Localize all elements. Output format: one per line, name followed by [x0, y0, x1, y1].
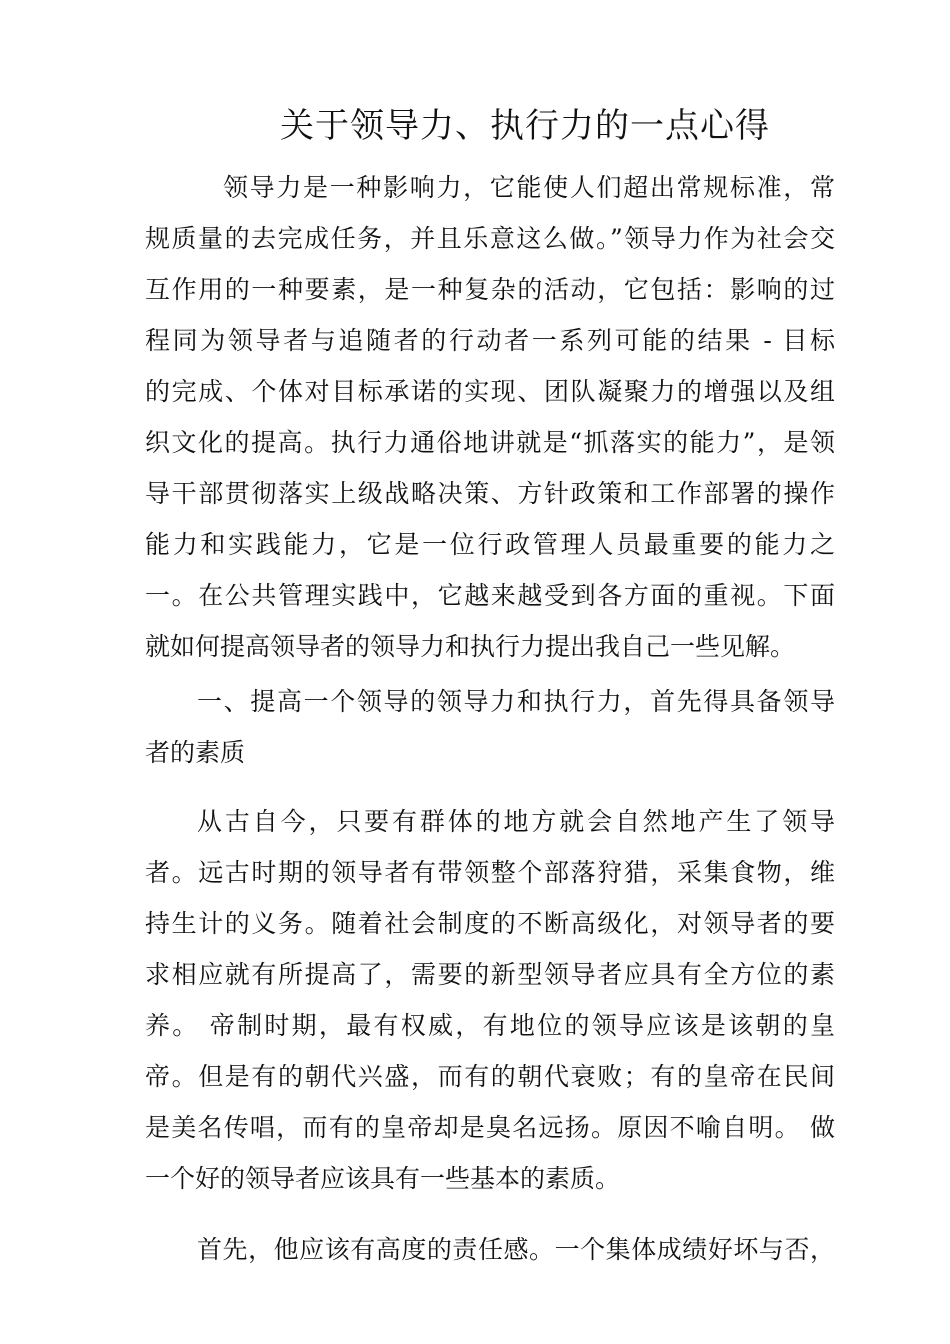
paragraph-line: 养。 帝制时期，最有权威，有地位的领导应该是该朝的皇: [145, 1011, 835, 1040]
paragraph-line: 帝。但是有的朝代兴盛，而有的朝代衰败；有的皇帝在民间: [145, 1062, 835, 1091]
paragraph-line: 持生计的义务。随着社会制度的不断高级化，对领导者的要: [145, 909, 835, 938]
document-body: [145, 162, 835, 1275]
paragraph-line: 一个好的领导者应该具有一些基本的素质。: [145, 1164, 621, 1193]
paragraph-line: 导干部贯彻落实上级战略决策、方针政策和工作部署的操作: [145, 479, 835, 508]
paragraph-line: 织文化的提高。执行力通俗地讲就是“抓落实的能力”，是领: [145, 428, 835, 457]
document-title: 关于领导力、执行力的一点心得: [280, 106, 770, 146]
paragraph-line: 一。在公共管理实践中，它越来越受到各方面的重视。下面: [145, 581, 835, 610]
paragraph-line: 是美名传唱，而有的皇帝却是臭名远扬。原因不喻自明。 做: [145, 1113, 835, 1142]
paragraph-line: 首先，他应该有高度的责任感。一个集体成绩好坏与否，: [197, 1235, 835, 1264]
paragraph-line: 规质量的去完成任务，并且乐意这么做。”领导力作为社会交: [145, 224, 835, 253]
paragraph-line: 者。远古时期的领导者有带领整个部落狩猎，采集食物，维: [145, 858, 835, 887]
section-heading-line: 一、提高一个领导的领导力和执行力，首先得具备领导: [197, 687, 835, 716]
paragraph-line: 的完成、个体对目标承诺的实现、团队凝聚力的增强以及组: [145, 377, 835, 406]
section-heading-line: 者的素质: [145, 738, 246, 767]
paragraph-line: 互作用的一种要素，是一种复杂的活动，它包括：影响的过: [145, 275, 835, 304]
paragraph-line: 程同为领导者与追随者的行动者一系列可能的结果 - 目标: [145, 326, 835, 355]
paragraph-line: 领导力是一种影响力，它能使人们超出常规标准，常: [223, 173, 835, 202]
paragraph-line: 能力和实践能力，它是一位行政管理人员最重要的能力之: [145, 530, 835, 559]
paragraph-line: 从古自今，只要有群体的地方就会自然地产生了领导: [197, 807, 835, 836]
paragraph-line: 求相应就有所提高了，需要的新型领导者应具有全方位的素: [145, 960, 835, 989]
paragraph-line: 就如何提高领导者的领导力和执行力提出我自己一些见解。: [145, 632, 796, 661]
